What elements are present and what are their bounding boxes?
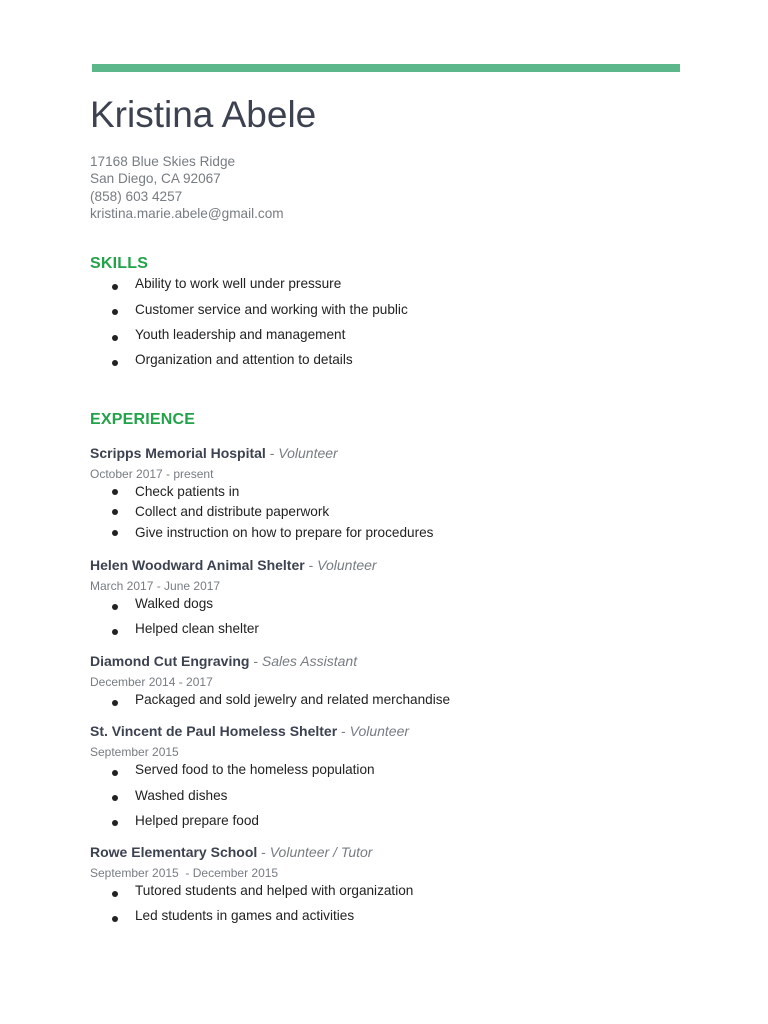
duty-text: Led students in games and activities <box>135 908 355 924</box>
company-name: Scripps Memorial Hospital <box>90 444 266 461</box>
bullet-icon <box>112 604 118 610</box>
job-role: Volunteer <box>349 723 410 740</box>
duty-text: Walked dogs <box>135 595 214 611</box>
list-item <box>90 760 690 785</box>
list-item <box>90 523 690 543</box>
separator: - <box>265 444 279 461</box>
duty-text: Helped prepare food <box>135 812 259 828</box>
duty-text: Check patients in <box>135 483 240 499</box>
job-role: Sales Assistant <box>261 653 358 670</box>
bullet-icon <box>112 770 118 776</box>
job-header <box>90 444 690 462</box>
bullet-icon <box>112 795 118 801</box>
duty-text: Give instruction on how to prepare for procedures <box>135 524 434 540</box>
list-item <box>90 906 690 931</box>
job-header <box>90 652 690 670</box>
skills-heading: SKILLS <box>90 255 149 273</box>
job-entry <box>90 556 690 644</box>
duty-text: Tutored students and helped with organization <box>135 883 414 899</box>
separator: - <box>337 723 350 740</box>
job-role: Volunteer <box>317 556 377 573</box>
job-dates: September 2015 <box>90 745 179 760</box>
list-item <box>90 274 690 299</box>
email-address: kristina.marie.abele@gmail.com <box>90 205 284 221</box>
bullet-icon <box>112 509 118 515</box>
bullet-icon <box>112 309 118 315</box>
duty-text: Helped clean shelter <box>135 621 259 637</box>
separator: - <box>257 844 270 861</box>
company-name: Helen Woodward Animal Shelter <box>90 556 305 573</box>
experience-heading: EXPERIENCE <box>90 410 196 428</box>
job-dates: October 2017 - present <box>90 466 214 481</box>
list-item <box>90 811 690 836</box>
separator: - <box>304 556 318 573</box>
bullet-icon <box>112 360 118 366</box>
bullet-icon <box>112 700 118 706</box>
list-item <box>90 502 690 522</box>
job-header <box>90 556 690 574</box>
resume-page <box>90 94 690 931</box>
bullet-icon <box>112 820 118 826</box>
list-item <box>90 350 690 375</box>
job-role: Volunteer / Tutor <box>269 844 373 861</box>
skill-text: Customer service and working with the public <box>135 301 408 317</box>
separator: - <box>249 653 262 670</box>
bullet-icon <box>112 489 118 495</box>
skill-text: Youth leadership and management <box>135 326 346 342</box>
bullet-icon <box>112 530 118 536</box>
bullet-icon <box>112 335 118 341</box>
job-duties <box>90 881 690 931</box>
skills-list <box>90 274 690 376</box>
job-duties <box>90 594 690 644</box>
list-item <box>90 325 690 350</box>
job-entry <box>90 652 690 715</box>
list-item <box>90 690 690 715</box>
contact-block <box>90 153 690 222</box>
company-name: St. Vincent de Paul Homeless Shelter <box>90 723 338 740</box>
header-accent-rule <box>92 64 680 72</box>
job-header <box>90 843 690 861</box>
skill-text: Organization and attention to details <box>135 352 353 368</box>
list-item <box>90 300 690 325</box>
job-duties <box>90 690 690 715</box>
list-item <box>90 594 690 619</box>
duty-text: Packaged and sold jewelry and related merchandise <box>135 692 451 708</box>
duty-text: Collect and distribute paperwork <box>135 504 330 520</box>
bullet-icon <box>112 629 118 635</box>
job-dates: December 2014 - 2017 <box>90 675 213 690</box>
list-item <box>90 619 690 644</box>
list-item <box>90 881 690 906</box>
job-entry <box>90 722 690 836</box>
duty-text: Washed dishes <box>135 787 228 803</box>
duty-text: Served food to the homeless population <box>135 762 375 778</box>
company-name: Rowe Elementary School <box>90 844 258 861</box>
job-dates: September 2015 - December 2015 <box>90 866 279 881</box>
job-header <box>90 722 690 740</box>
job-duties <box>90 760 690 836</box>
job-role: Volunteer <box>278 444 338 461</box>
address-line-1: 17168 Blue Skies Ridge <box>90 154 236 169</box>
bullet-icon <box>112 891 118 897</box>
candidate-name: Kristina Abele <box>90 94 317 135</box>
company-name: Diamond Cut Engraving <box>90 653 250 670</box>
job-entry <box>90 843 690 931</box>
job-dates: March 2017 - June 2017 <box>90 578 221 593</box>
list-item <box>90 482 690 502</box>
phone-number: (858) 603 4257 <box>90 188 183 204</box>
skill-text: Ability to work well under pressure <box>135 276 342 292</box>
list-item <box>90 786 690 811</box>
job-duties <box>90 482 690 543</box>
address-line-2: San Diego, CA 92067 <box>90 171 221 187</box>
bullet-icon <box>112 284 118 290</box>
job-entry <box>90 444 690 543</box>
bullet-icon <box>112 916 118 922</box>
